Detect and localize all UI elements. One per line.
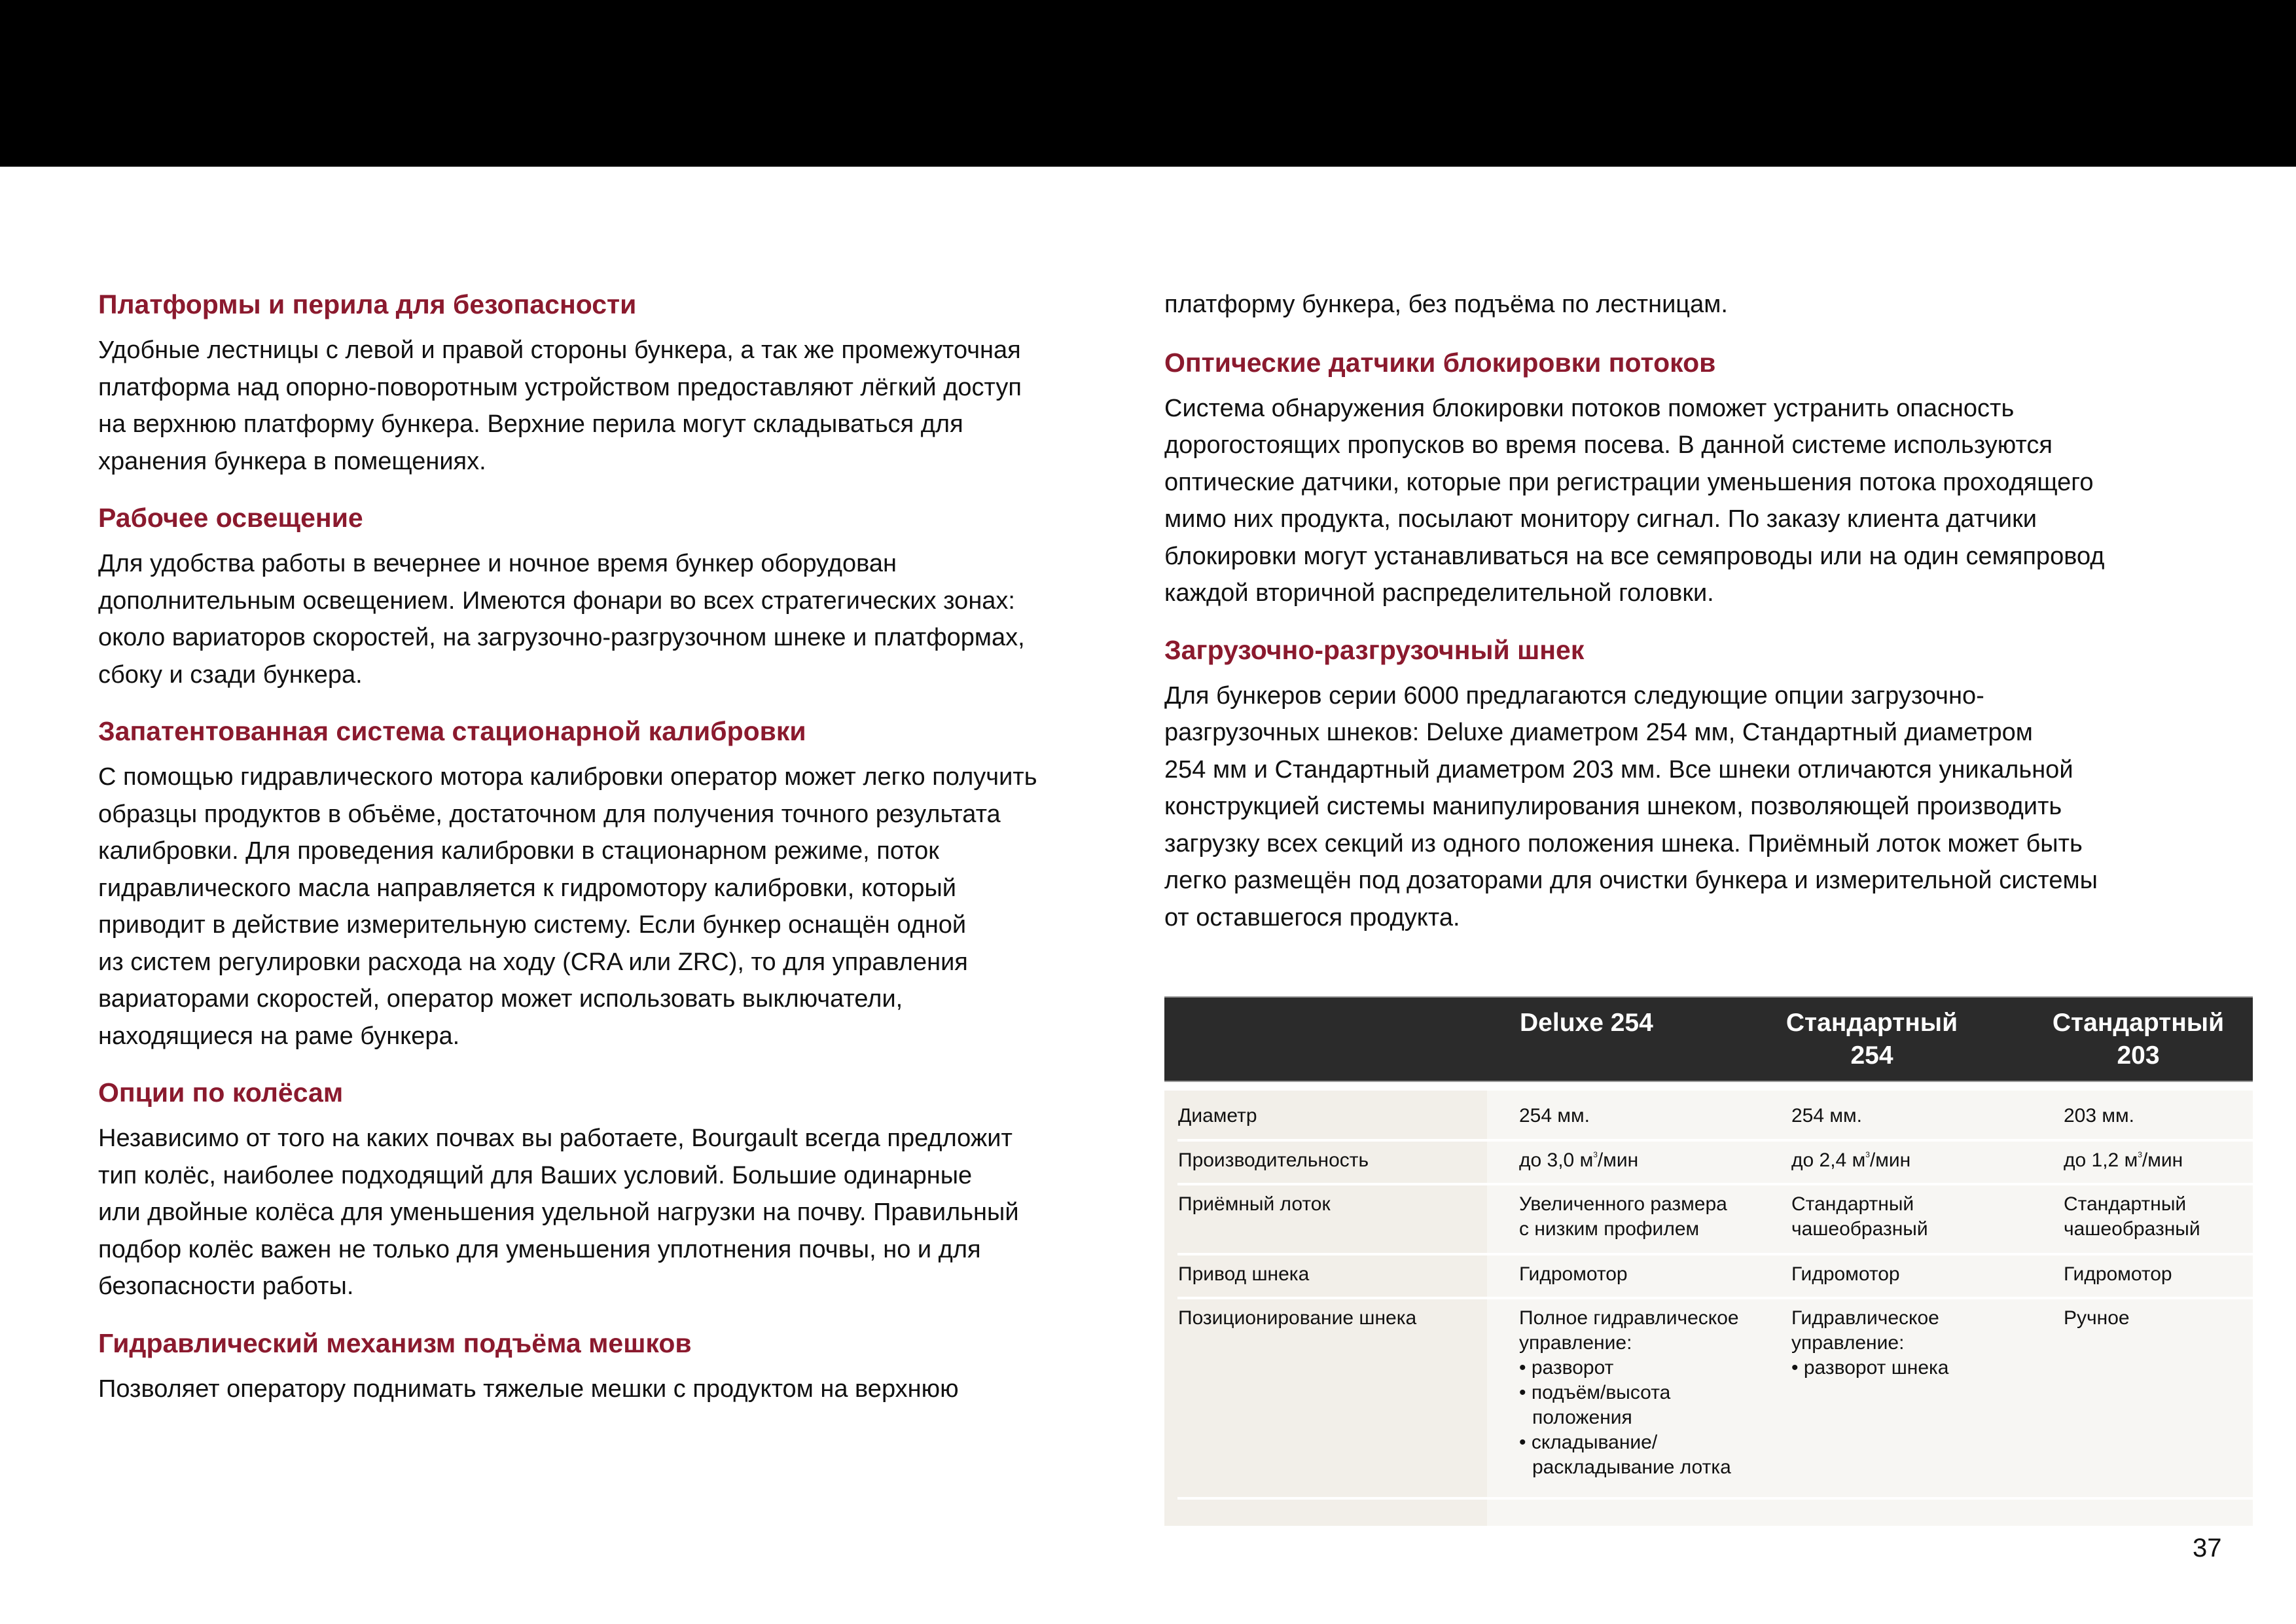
text-line: оптические датчики, которые при регистрации уменьшения потока проходящего xyxy=(1164,468,2094,496)
text-line: платформу бункера, без подъёма по лестницам. xyxy=(1164,291,1728,318)
left-column xyxy=(98,286,1145,1407)
cell-text: Гидромотор xyxy=(2064,1263,2172,1285)
section-body xyxy=(1164,677,2264,937)
section-heading: Рабочее освещение xyxy=(98,503,363,533)
table-cell xyxy=(2064,1262,2250,1287)
auger-spec-table xyxy=(1164,996,2253,1526)
cell-text: чашеобразный xyxy=(2064,1218,2200,1240)
table-header xyxy=(1164,996,2253,1082)
text-line: платформа над опорно-поворотным устройством предоставляют лёгкий доступ xyxy=(98,373,1022,401)
text-line: около вариаторов скоростей, на загрузочно-разгрузочном шнеке и платформах, xyxy=(98,624,1025,651)
column-header-deluxe-254 xyxy=(1520,1007,1653,1039)
right-column xyxy=(1164,286,2264,936)
text-line: тип колёс, наиболее подходящий для Ваших условий. Большие одинарные xyxy=(98,1161,973,1189)
cell-text: Гидравлическое xyxy=(1791,1307,1939,1329)
text-line: от оставшегося продукта. xyxy=(1164,903,1460,931)
text-line: конструкцией системы манипулирования шнеком, позволяющей производить xyxy=(1164,793,2062,820)
cell-text: до 3,0 м xyxy=(1519,1149,1594,1171)
text-line: загрузку всех секций из одного положения шнека. Приёмный лоток может быть xyxy=(1164,829,2083,857)
text-line: сбоку и сзади бункера. xyxy=(98,660,363,689)
cell-text: Полное гидравлическое xyxy=(1519,1307,1739,1329)
row-divider xyxy=(1177,1183,2253,1185)
cell-text: управление: xyxy=(1791,1332,1905,1354)
bullet-item-continuation: положения xyxy=(1532,1407,1632,1428)
cell-text: Увеличенного размера xyxy=(1519,1193,1727,1215)
table-cell xyxy=(1519,1262,1768,1287)
table-cell xyxy=(1791,1192,2040,1242)
text-line: на верхнюю платформу бункера. Верхние перила могут складываться для xyxy=(98,410,963,438)
table-cell xyxy=(1791,1104,2040,1128)
text-line: разгрузочных шнеков: Deluxe диаметром 254 мм, Стандартный диаметром xyxy=(1164,719,2033,746)
section-bag-lift xyxy=(98,1325,1145,1408)
cell-text: 254 мм. xyxy=(1791,1105,1862,1127)
cell-text: 254 мм. xyxy=(1519,1105,1590,1127)
header-band xyxy=(0,0,2296,167)
cell-text: до 1,2 м xyxy=(2064,1149,2138,1171)
section-calibration xyxy=(98,713,1145,1055)
text-line: подбор колёс важен не только для уменьшения уплотнения почвы, но и для xyxy=(98,1235,981,1263)
section-wheel-options xyxy=(98,1074,1145,1305)
table-cell xyxy=(2064,1192,2250,1242)
column-header-standard-203 xyxy=(2030,1007,2246,1072)
table-cell xyxy=(1519,1148,1768,1173)
section-optical-sensors xyxy=(1164,344,2264,612)
table-cell xyxy=(1791,1262,2040,1287)
text-line: Позволяет оператору поднимать тяжелые мешки с продуктом на верхнюю xyxy=(98,1375,959,1403)
superscript: 3 xyxy=(1865,1150,1870,1159)
section-heading: Опции по колёсам xyxy=(98,1077,344,1108)
table-cell xyxy=(1519,1306,1768,1480)
column-header-text: Стандартный xyxy=(1785,1009,1958,1037)
column-header-text: 254 xyxy=(1850,1041,1893,1070)
section-heading: Платформы и перила для безопасности xyxy=(98,289,637,319)
section-body xyxy=(98,759,1145,1055)
table-cell xyxy=(1791,1306,2040,1380)
text-line: калибровки. Для проведения калибровки в стационарном режиме, поток xyxy=(98,837,939,865)
section-heading: Оптические датчики блокировки потоков xyxy=(1164,347,1716,378)
text-line: Для бункеров серии 6000 предлагаются следующие опции загрузочно- xyxy=(1164,681,1984,710)
text-line: образцы продуктов в объёме, достаточном для получения точного результата xyxy=(98,800,1001,828)
row-divider xyxy=(1177,1139,2253,1142)
column-header-text: Стандартный xyxy=(2052,1009,2225,1037)
bullet-item: • складывание/ xyxy=(1519,1432,1658,1453)
section-auger xyxy=(1164,632,2264,937)
text-line: блокировки могут устанавливаться на все семяпроводы или на один семяпровод xyxy=(1164,542,2105,570)
row-label: Позиционирование шнека xyxy=(1178,1307,1417,1329)
continuation-text xyxy=(1164,286,2264,323)
table-cell xyxy=(2064,1104,2250,1128)
bullet-item-continuation: раскладывание лотка xyxy=(1532,1456,1731,1478)
text-line: или двойные колёса для уменьшения удельной нагрузки на почву. Правильный xyxy=(98,1199,1019,1226)
section-heading: Загрузочно-разгрузочный шнек xyxy=(1164,634,1585,665)
text-line: вариаторами скоростей, оператор может использовать выключатели, xyxy=(98,985,903,1013)
text-line: хранения бункера в помещениях. xyxy=(98,447,486,475)
section-body xyxy=(98,1371,1145,1408)
row-label: Привод шнека xyxy=(1178,1263,1310,1285)
bullet-item: • разворот шнека xyxy=(1791,1357,1949,1379)
cell-text: Гидромотор xyxy=(1791,1263,1900,1285)
cell-text: до 2,4 м xyxy=(1791,1149,1866,1171)
row-label: Приёмный лоток xyxy=(1178,1193,1331,1215)
section-body xyxy=(98,545,1145,693)
column-header-standard-254 xyxy=(1767,1007,1977,1072)
text-line: приводит в действие измерительную систему. Если бункер оснащён одной xyxy=(98,911,967,939)
superscript: 3 xyxy=(1593,1150,1598,1159)
text-line: С помощью гидравлического мотора калибровки оператор может легко получить xyxy=(98,763,1037,791)
text-line: мимо них продукта, посылают монитору сигнал. По заказу клиента датчики xyxy=(1164,505,2037,533)
cell-text: Ручное xyxy=(2064,1307,2130,1329)
text-line: находящиеся на раме бункера. xyxy=(98,1022,460,1050)
page-number: 37 xyxy=(2193,1534,2222,1562)
text-line: гидравлического масла направляется к гидромотору калибровки, который xyxy=(98,874,957,902)
text-line: Для удобства работы в вечернее и ночное время бункер оборудован xyxy=(98,550,897,577)
cell-text: Стандартный xyxy=(2064,1193,2187,1215)
text-line: 254 мм и Стандартный диаметром 203 мм. Все шнеки отличаются уникальной xyxy=(1164,755,2073,784)
row-divider xyxy=(1177,1297,2253,1299)
section-body xyxy=(1164,390,2264,612)
text-line: безопасности работы. xyxy=(98,1272,354,1300)
table-cell xyxy=(2064,1148,2250,1173)
cell-text: с низким профилем xyxy=(1519,1218,1700,1240)
text-line: легко размещён под дозаторами для очистки бункера и измерительной системы xyxy=(1164,867,2098,894)
cell-text: чашеобразный xyxy=(1791,1218,1928,1240)
section-heading: Запатентованная система стационарной калибровки xyxy=(98,716,806,746)
text-line: каждой вторичной распределительной головки. xyxy=(1164,579,1714,607)
section-body xyxy=(98,332,1145,480)
text-line: дорогостоящих пропусков во время посева. В данной системе используются xyxy=(1164,431,2053,459)
section-work-lighting xyxy=(98,499,1145,693)
cell-text: /мин xyxy=(2142,1149,2183,1171)
row-divider xyxy=(1177,1497,2253,1500)
cell-text: 203 мм. xyxy=(2064,1105,2134,1127)
section-platforms xyxy=(98,286,1145,480)
section-body xyxy=(98,1120,1145,1305)
row-divider xyxy=(1177,1253,2253,1255)
superscript: 3 xyxy=(2138,1150,2142,1159)
bullet-item: • подъём/высота xyxy=(1519,1382,1671,1403)
text-line: дополнительным освещением. Имеются фонари во всех стратегических зонах: xyxy=(98,586,1015,615)
table-cell xyxy=(1519,1192,1768,1242)
cell-text: управление: xyxy=(1519,1332,1632,1354)
table-body xyxy=(1164,1091,2253,1526)
cell-text: Гидромотор xyxy=(1519,1263,1628,1285)
cell-text: /мин xyxy=(1597,1149,1639,1171)
table-cell xyxy=(1519,1104,1768,1128)
row-label: Диаметр xyxy=(1178,1105,1257,1127)
section-heading: Гидравлический механизм подъёма мешков xyxy=(98,1327,692,1358)
text-line: из систем регулировки расхода на ходу (CRA или ZRC), то для управления xyxy=(98,948,968,976)
table-cell xyxy=(1791,1148,2040,1173)
text-line: Система обнаружения блокировки потоков поможет устранить опасность xyxy=(1164,394,2015,422)
text-line: Удобные лестницы с левой и правой стороны бункера, а так же промежуточная xyxy=(98,336,1021,364)
cell-text: Стандартный xyxy=(1791,1193,1914,1215)
column-header-text: 203 xyxy=(2117,1041,2160,1070)
table-cell xyxy=(2064,1306,2250,1331)
text-line: Независимо от того на каких почвах вы работаете, Bourgault всегда предложит xyxy=(98,1125,1013,1152)
cell-text: /мин xyxy=(1869,1149,1911,1171)
bullet-item: • разворот xyxy=(1519,1357,1614,1379)
row-label: Производительность xyxy=(1178,1149,1369,1171)
column-header-text: Deluxe 254 xyxy=(1520,1009,1653,1037)
